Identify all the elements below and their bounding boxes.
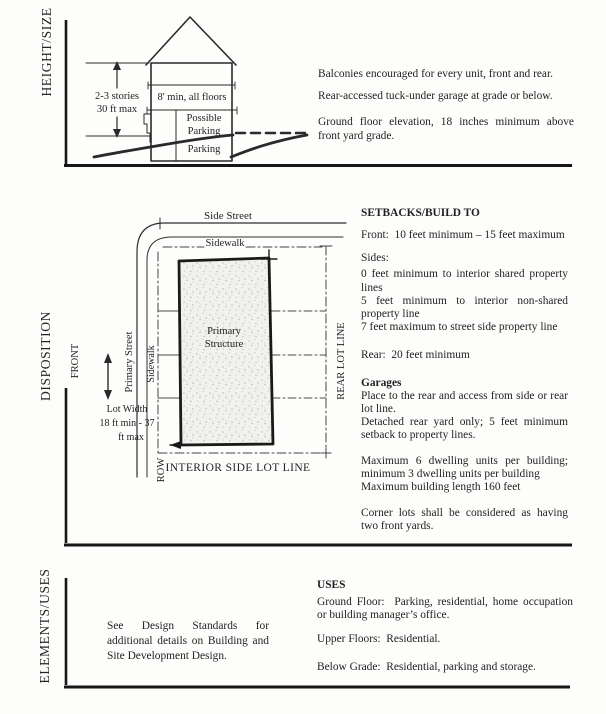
rear-setback: Rear: 20 feet minimum bbox=[361, 349, 470, 362]
sides-heading: Sides: bbox=[361, 252, 389, 265]
garages-note-2-line-2: setback to property lines. bbox=[361, 429, 476, 442]
note-ground-floor-line-2: front yard grade. bbox=[318, 129, 395, 142]
floor-line-1 bbox=[148, 82, 235, 89]
lot-width-label-2: 18 ft min - 37 bbox=[99, 418, 155, 429]
possible-parking-label-1: Possible bbox=[186, 113, 222, 124]
uses-heading: USES bbox=[317, 579, 346, 591]
design-note-line-2: additional details on Building and bbox=[107, 635, 269, 647]
building-length-note: Maximum building length 160 feet bbox=[361, 481, 521, 494]
height-size-notes bbox=[318, 68, 574, 143]
lot-width-label-1: Lot Width bbox=[106, 404, 148, 415]
garages-heading: Garages bbox=[361, 376, 402, 389]
design-note-line-1: See Design Standards for bbox=[107, 620, 269, 632]
floor-min-label: 8' min, all floors bbox=[157, 92, 227, 103]
note-ground-floor-line-1: Ground floor elevation, 18 inches minimum above bbox=[318, 116, 574, 129]
height-arrow-head-down bbox=[113, 129, 121, 138]
sides-setback-2-line-2: property line bbox=[361, 308, 420, 321]
interior-lot-cross bbox=[321, 448, 331, 458]
uses-column bbox=[317, 579, 573, 674]
primary-structure-outline bbox=[179, 258, 273, 445]
possible-parking-label-2: Parking bbox=[187, 126, 221, 137]
primary-street-label: Primary Street bbox=[124, 331, 135, 393]
structure-label-2: Structure bbox=[204, 339, 244, 350]
units-note-line-1: Maximum 6 dwelling units per building; bbox=[361, 454, 568, 467]
lot-width-label-3: ft max bbox=[118, 432, 144, 443]
design-note-line-3: Site Development Design. bbox=[107, 650, 227, 662]
lot-width-arrow-up bbox=[104, 353, 112, 363]
setbacks-heading: SETBACKS/BUILD TO bbox=[361, 207, 480, 219]
corner-lots-line-2: two front yards. bbox=[361, 520, 434, 533]
ground-floor-use-line-1: Ground Floor: Parking, residential, home occupation bbox=[317, 595, 573, 608]
upper-floors-use: Upper Floors: Residential. bbox=[317, 632, 441, 645]
front-label: FRONT bbox=[70, 343, 81, 379]
garages-note-1-line-2: lot line. bbox=[361, 403, 396, 416]
sides-setback-1-line-1: 0 feet minimum to interior shared property bbox=[361, 268, 568, 281]
height-arrow-head-up bbox=[113, 61, 121, 70]
row-label: ROW bbox=[156, 457, 167, 483]
garages-note-2-line-1: Detached rear yard only; 5 feet minimum bbox=[361, 416, 568, 429]
height-size-diagram bbox=[86, 17, 308, 161]
side-street-label: Side Street bbox=[204, 210, 252, 222]
section-label-elements-uses: ELEMENTS/USES bbox=[37, 568, 52, 684]
setbacks-column bbox=[361, 206, 568, 534]
grade-line-right bbox=[231, 135, 307, 157]
entry-steps bbox=[144, 114, 151, 142]
sidewalk-left-label: Sidewalk bbox=[146, 345, 157, 383]
units-note-line-2: minimum 3 dwelling units per building bbox=[361, 467, 540, 480]
front-setback: Front: 10 feet minimum – 15 feet maximum bbox=[361, 229, 565, 241]
rear-lot-line-label: REAR LOT LINE bbox=[336, 322, 347, 400]
lot-width-arrow-down bbox=[104, 390, 112, 400]
corner-lots-line-1: Corner lots shall be considered as having bbox=[361, 507, 568, 520]
note-balconies: Balconies encouraged for every unit, front and rear. bbox=[318, 68, 553, 80]
sidewalk-top-label: Sidewalk bbox=[205, 238, 245, 249]
design-standards-note bbox=[107, 619, 269, 664]
house-roof bbox=[146, 17, 236, 65]
sides-setback-3: 7 feet maximum to street side property line bbox=[361, 321, 558, 334]
stories-max-label: 30 ft max bbox=[96, 104, 138, 115]
note-garage: Rear-accessed tuck-under garage at grade or below. bbox=[318, 90, 553, 103]
stories-label: 2-3 stories bbox=[94, 91, 140, 102]
ground-floor-use-line-2: or building manager’s office. bbox=[317, 608, 450, 621]
interior-side-lot-line-label: INTERIOR SIDE LOT LINE bbox=[165, 462, 311, 474]
section-label-height-size: HEIGHT/SIZE bbox=[39, 7, 54, 97]
garages-note-1-line-1: Place to the rear and access from side or rear bbox=[361, 389, 568, 402]
sides-setback-2-line-1: 5 feet minimum to interior non-shared bbox=[361, 294, 568, 307]
sides-setback-1-line-2: lines bbox=[361, 281, 383, 294]
below-grade-use: Below Grade: Residential, parking and storage. bbox=[317, 661, 536, 674]
parking-label: Parking bbox=[187, 144, 221, 155]
structure-base-arrowhead bbox=[170, 441, 181, 449]
section-label-disposition: DISPOSITION bbox=[38, 311, 53, 401]
structure-label-1: Primary bbox=[207, 326, 241, 337]
